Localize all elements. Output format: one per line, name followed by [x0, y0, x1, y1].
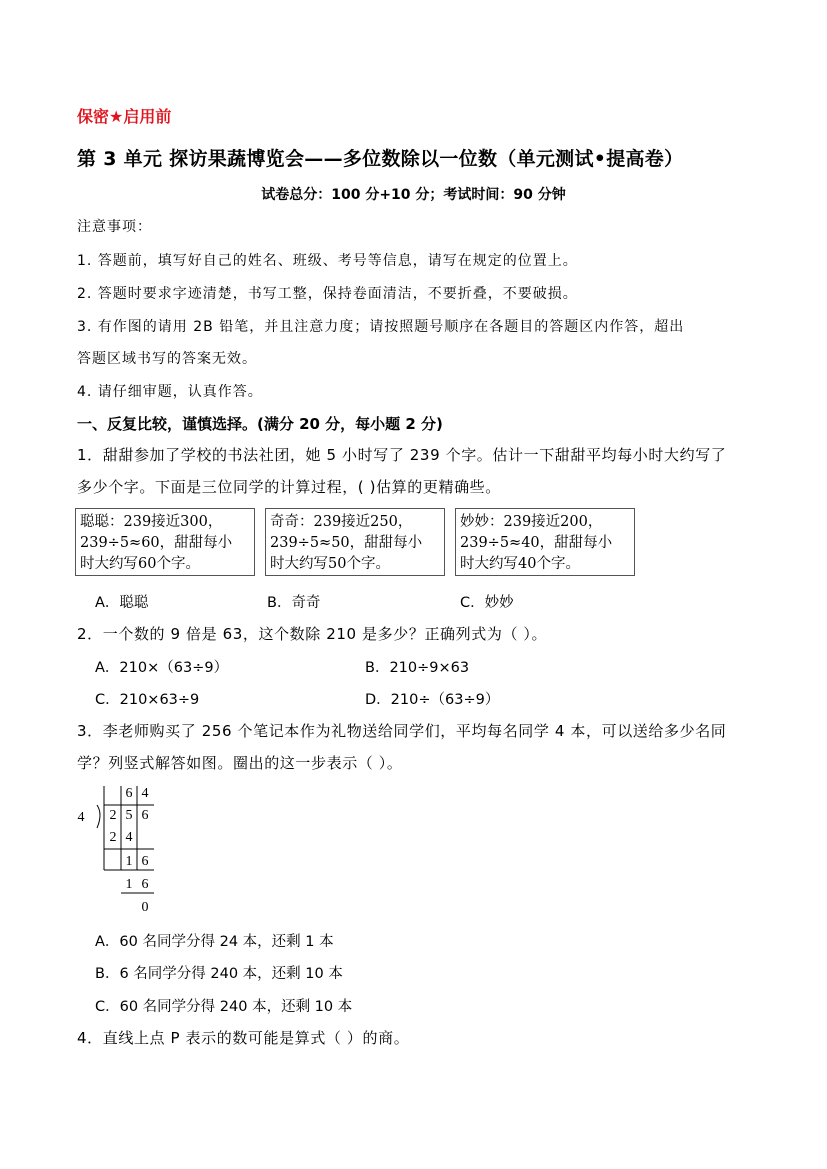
dividend-digit: 6 [141, 808, 149, 823]
option-b[interactable]: B．210÷9×63 [365, 660, 470, 676]
divisor: 4 [77, 810, 85, 825]
option-a[interactable]: A．聪聪 [95, 595, 149, 611]
option-c[interactable]: C．210×63÷9 [95, 692, 200, 708]
box-line: 聪聪：239接近300， [80, 514, 223, 530]
note-item: 2. 答题时要求字迹清楚，书写工整，保持卷面清洁，不要折叠，不要破损。 [77, 286, 578, 302]
box-line: 239÷5≈50，甜甜每小 [270, 535, 423, 551]
remainder-digit: 1 [125, 854, 133, 869]
box-line: 奇奇：239接近250， [270, 514, 413, 530]
option-b[interactable]: B．6 名同学分得 240 本，还剩 10 本 [95, 966, 343, 982]
note-item: 4. 请仔细审题，认真作答。 [77, 384, 263, 400]
option-a[interactable]: A．60 名同学分得 24 本，还剩 1 本 [95, 934, 334, 950]
box-line: 时大约写60个字。 [80, 556, 200, 572]
question-1-text-cont: 多少个字。下面是三位同学的计算过程，( )估算的更精确些。 [77, 478, 501, 496]
box-line: 时大约写50个字。 [270, 556, 390, 572]
box-line: 239÷5≈40，甜甜每小 [460, 535, 613, 551]
quotient-digit: 6 [125, 786, 133, 801]
option-b[interactable]: B．奇奇 [267, 595, 321, 611]
section-heading: 一、反复比较，谨慎选择。(满分 20 分，每小题 2 分) [77, 415, 443, 433]
question-4-text: 4．直线上点 P 表示的数可能是算式（ ）的商。 [77, 1029, 410, 1047]
box-line: 妙妙：239接近200， [460, 514, 603, 530]
note-item: 1. 答题前，填写好自己的姓名、班级、考号等信息，请写在规定的位置上。 [77, 253, 578, 269]
option-d[interactable]: D．210÷（63÷9） [365, 692, 500, 708]
product-digit: 1 [125, 877, 133, 892]
answer-box-congcong [75, 508, 255, 576]
box-line: 时大约写40个字。 [460, 556, 580, 572]
dividend-digit: 5 [125, 808, 133, 823]
page-title: 第 3 单元 探访果蔬博览会——多位数除以一位数（单元测试•提高卷） [77, 148, 684, 170]
remainder-digit: 6 [141, 854, 149, 869]
quotient-digit: 4 [141, 786, 149, 801]
option-a[interactable]: A．210×（63÷9） [95, 660, 229, 676]
note-item: 答题区域书写的答案无效。 [77, 351, 257, 367]
final-remainder: 0 [141, 900, 149, 915]
confidential-label: 保密★启用前 [77, 107, 172, 126]
product-digit: 4 [125, 830, 133, 845]
notes-heading: 注意事项： [77, 219, 152, 235]
answer-box-miaomiao [455, 508, 635, 576]
answer-box-qiqi [265, 508, 445, 576]
question-2-text: 2．一个数的 9 倍是 63，这个数除 210 是多少？正确列式为（ ）。 [77, 625, 548, 643]
option-c[interactable]: C．60 名同学分得 240 本，还剩 10 本 [95, 999, 353, 1015]
box-line: 239÷5≈60，甜甜每小 [80, 535, 233, 551]
product-digit: 2 [109, 830, 117, 845]
dividend-digit: 2 [109, 808, 117, 823]
question-1-text: 1．甜甜参加了学校的书法社团，她 5 小时写了 239 个字。估计一下甜甜平均每小时大约写了 [77, 446, 727, 464]
question-3-text-cont: 学？列竖式解答如图。圈出的这一步表示（ ）。 [77, 754, 403, 772]
exam-info: 试卷总分：100 分+10 分；考试时间：90 分钟 [261, 187, 566, 203]
note-item: 3. 有作图的请用 2B 铅笔，并且注意力度；请按照题号顺序在各题目的答题区内作答，超出 [77, 319, 685, 335]
option-c[interactable]: C．妙妙 [460, 595, 514, 611]
product-digit: 6 [141, 877, 149, 892]
question-3-text: 3．李老师购买了 256 个笔记本作为礼物送给同学们，平均每名同学 4 本，可以送给多少名同 [77, 722, 727, 740]
